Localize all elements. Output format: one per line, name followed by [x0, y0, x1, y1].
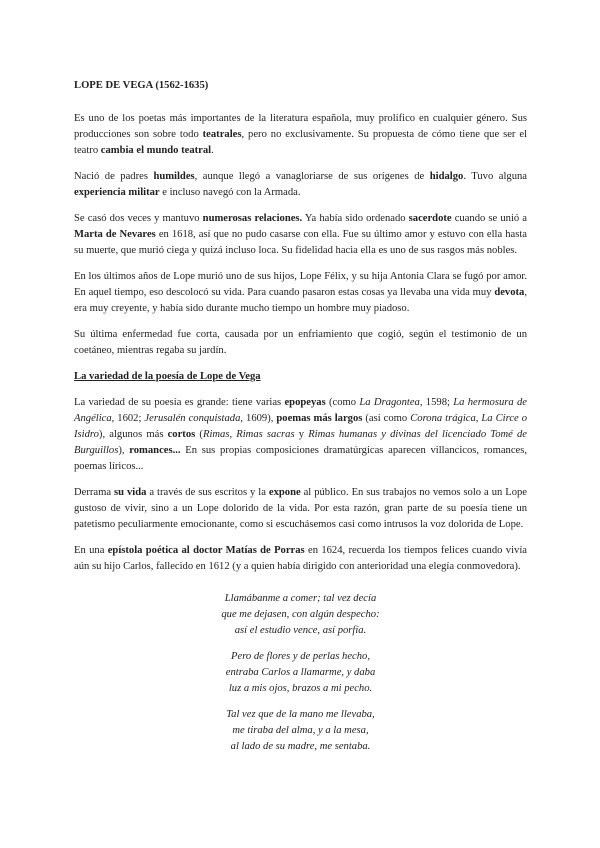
- poem-line: entraba Carlos a llamarme, y daba: [225, 667, 376, 678]
- section-heading: La variedad de la poesía de Lope de Vega: [74, 371, 261, 382]
- document-body: [74, 78, 527, 765]
- poem-stanza: [74, 707, 527, 755]
- poem-line: Llamábanme a comer; tal vez decía: [224, 593, 377, 604]
- paragraph-intro: Es uno de los poetas más importantes de la literatura española, muy prolífico en cualquier género. Sus producciones son sobre todo teatrales, pero no exclusivamente. Su propuesta de cómo tiene que ser el teatro cambia el mundo teatral.: [74, 113, 527, 156]
- paragraph-epistle: En una epístola poética al doctor Matías de Porras en 1624, recuerda los tiempos felices cuando vivía aún su hijo Carlos, fallecido en 1612 (y a quien había dirigido con anterioridad una elegía conmovedora).: [74, 545, 527, 572]
- paragraph-relationships: Se casó dos veces y mantuvo numerosas relaciones. Ya había sido ordenado sacerdote cuando se unió a Marta de Nevares en 1618, así que no pudo casarse con ella. Fue su último amor y estuvo con ella hasta su muerte, que murió ciega y quizá incluso loca. Su fidelidad hacia ella es uno de sus rasgos más nobles.: [74, 213, 528, 256]
- paragraph-final-years: En los últimos años de Lope murió uno de sus hijos, Lope Félix, y su hija Antonia Clara se fugó por amor. En aquel tiempo, eso descolocó su vida. Para cuando pasaron estas cosas ya llevaba una vida muy devota, era muy creyente, y había sido durante mucho tiempo un hombre muy piadoso.: [74, 271, 527, 314]
- page-title: LOPE DE VEGA (1562-1635): [74, 80, 209, 91]
- poem-line: así el estudio vence, así porfía.: [234, 625, 367, 636]
- poem-line: que me dejasen, con algún despecho:: [221, 609, 380, 620]
- poem-line: Pero de flores y de perlas hecho,: [231, 651, 370, 662]
- paragraph-death: Su última enfermedad fue corta, causada por un enfriamiento que cogió, según el testimonio de un coetáneo, mientras regaba su jardín.: [74, 329, 527, 356]
- poem-quote: [74, 591, 527, 755]
- paragraph-origins: Nació de padres humildes, aunque llegó a vanagloriarse de sus orígenes de hidalgo. Tuvo alguna experiencia militar e incluso navegó con la Armada.: [74, 171, 527, 198]
- poem-stanza: [74, 649, 527, 697]
- poem-line: Tal vez que de la mano me llevaba,: [226, 709, 375, 720]
- poem-line: al lado de su madre, me sentaba.: [230, 741, 371, 752]
- poem-line: me tiraba del alma, y a la mesa,: [232, 725, 369, 736]
- poem-stanza: [74, 591, 527, 639]
- paragraph-poetry-variety: La variedad de su poesía es grande: tiene varias epopeyas (como La Dragontea, 1598; La hermosura de Angélica, 1602; Jerusalén conquistada, 1609), poemas más largos (así como Corona trágica, La Circe o Isidro), algunos más cortos (Rimas, Rimas sacras y Rimas humanas y divinas del licenciado Tomé de Burguillos), romances... En sus propias composiciones dramatúrgicas aparecen villancicos, romances, poemas líricos...: [74, 397, 528, 472]
- paragraph-life-in-writing: Derrama su vida a través de sus escritos y la expone al público. En sus trabajos no vemos solo a un Lope gustoso de vivir, sino a un Lope dolorido de la vida. Por esta razón, gran parte de su poesía tiene un patetismo peculiarmente emocionante, como si escuchásemos casi como intrusos la voz dolorida de Lope.: [74, 487, 528, 530]
- poem-line: luz a mis ojos, brazos a mi pecho.: [228, 683, 373, 694]
